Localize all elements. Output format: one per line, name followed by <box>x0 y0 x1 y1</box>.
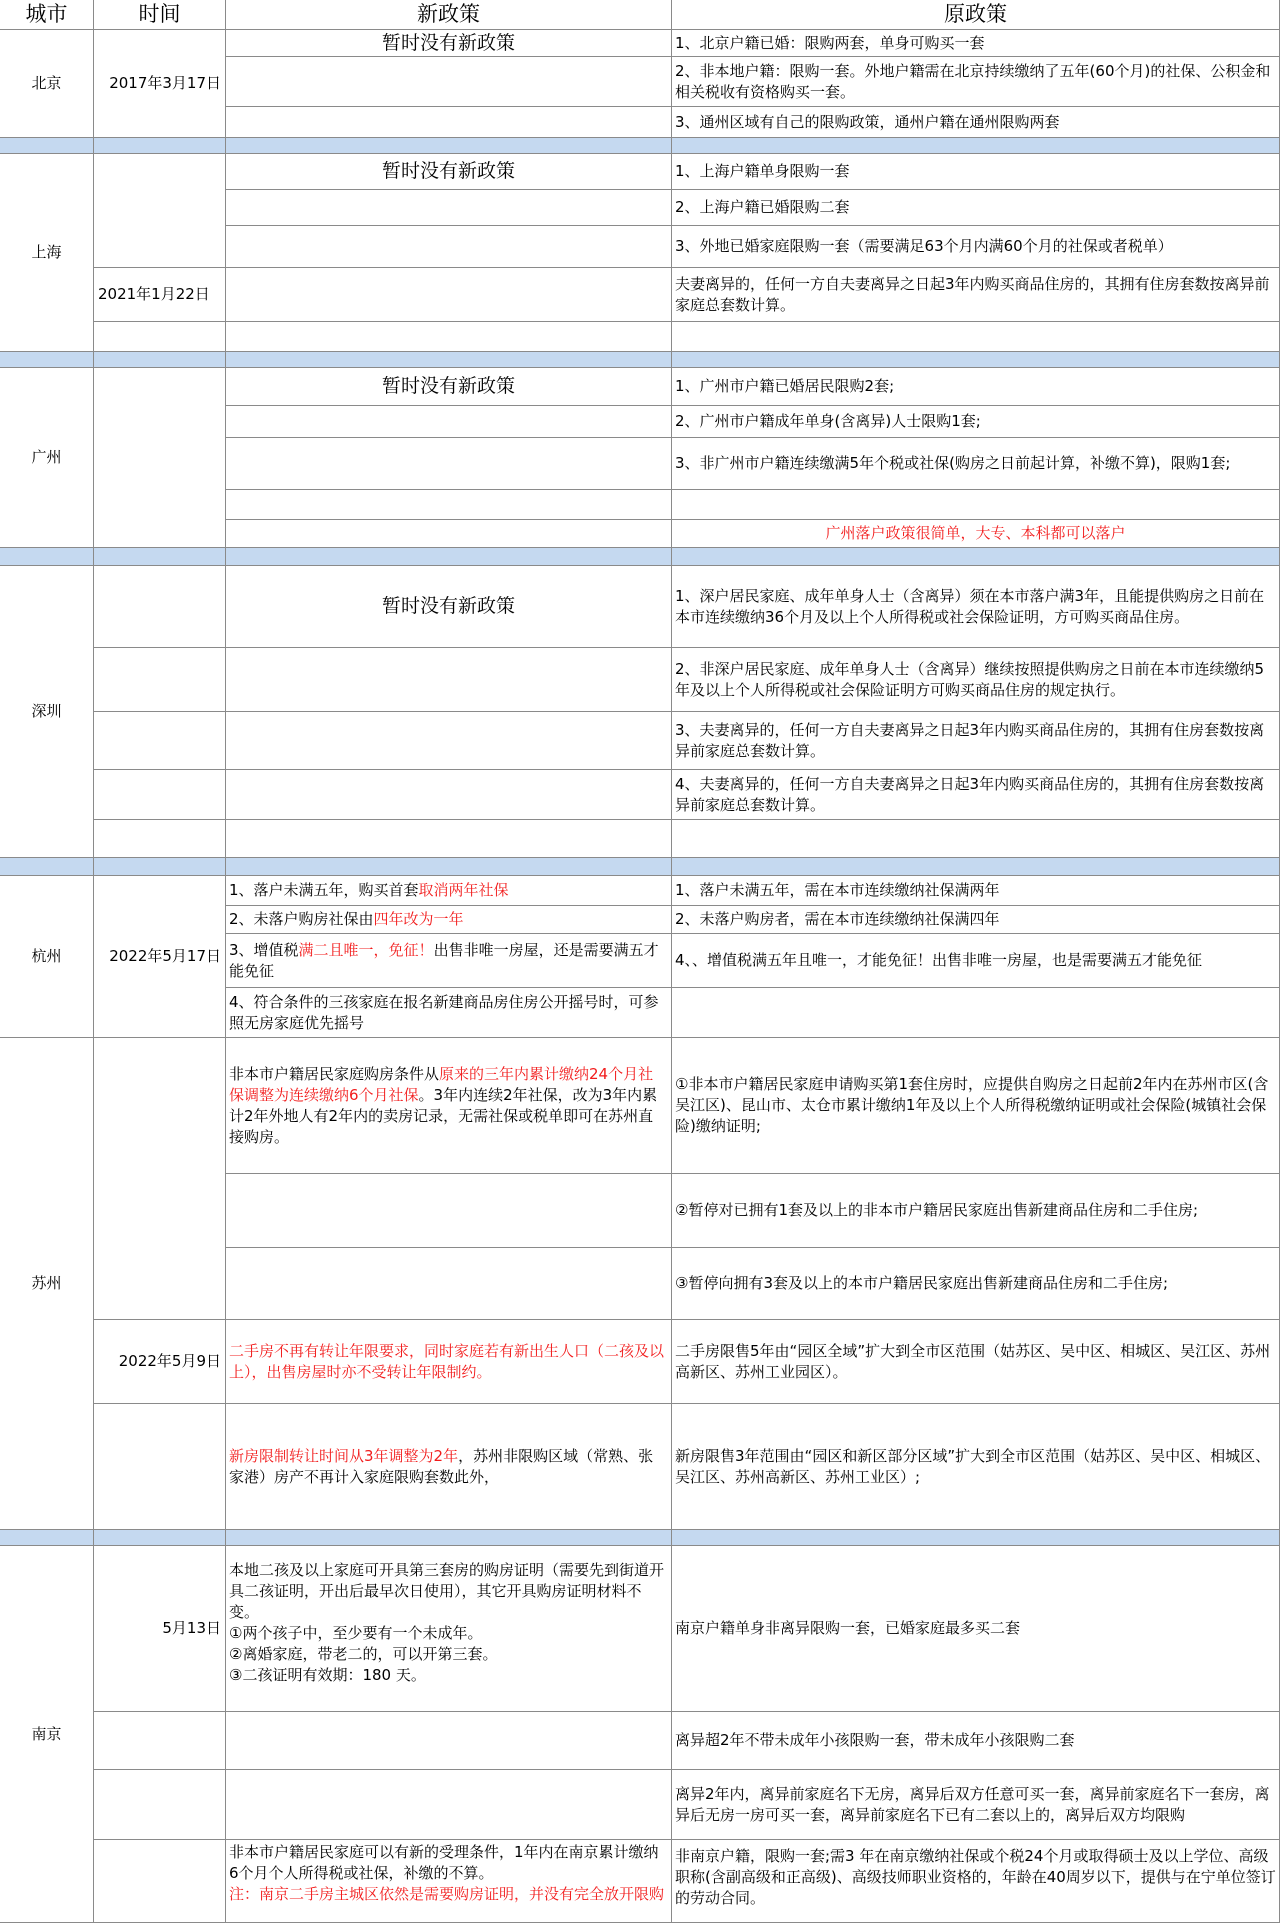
new-policy-suzhou-1[interactable] <box>226 1038 672 1174</box>
time-cell[interactable] <box>94 1038 226 1320</box>
time-cell[interactable] <box>94 648 226 712</box>
time-beijing[interactable]: 2017年3月17日 <box>94 30 226 138</box>
old-policy-shenzhen-3[interactable]: 3、夫妻离异的，任何一方自夫妻离异之日起3年内购买商品住房的，其拥有住房套数按离异前家庭总套数计算。 <box>672 712 1280 770</box>
text: 。3年内连续2年社保，改为3年内累计2年外地人有2年内的卖房记录，无需社保或税单即可在苏州直接购房。 <box>229 1085 658 1146</box>
old-policy-hangzhou-2[interactable]: 2、未落户购房者，需在本市连续缴纳社保满四年 <box>672 906 1280 934</box>
new-policy-cell[interactable] <box>226 322 672 352</box>
separator-row <box>226 548 672 566</box>
separator-row <box>94 1530 226 1546</box>
new-policy-guangzhou[interactable]: 暂时没有新政策 <box>226 368 672 406</box>
old-policy-guangzhou-2[interactable]: 2、广州市户籍成年单身(含离异)人士限购1套; <box>672 406 1280 438</box>
text: 出售非唯一房屋，还是需要满五才能免征 <box>229 940 659 980</box>
header-new-policy[interactable]: 新政策 <box>226 0 672 30</box>
separator-row <box>0 138 94 154</box>
separator-row <box>226 352 672 368</box>
old-policy-cell[interactable] <box>672 490 1280 520</box>
old-policy-beijing-3[interactable]: 3、通州区域有自己的限购政策，通州户籍在通州限购两套 <box>672 107 1280 138</box>
new-policy-hangzhou-3[interactable] <box>226 934 672 988</box>
new-policy-cell[interactable] <box>226 648 672 712</box>
time-cell[interactable] <box>94 770 226 820</box>
new-policy-cell[interactable] <box>226 107 672 138</box>
old-policy-shanghai-4[interactable]: 夫妻离异的，任何一方自夫妻离异之日起3年内购买商品住房的，其拥有住房套数按离异前家庭总套数计算。 <box>672 268 1280 322</box>
new-policy-suzhou-2[interactable]: 二手房不再有转让年限要求，同时家庭若有新出生人口（二孩及以上），出售房屋时亦不受转让年限制约。 <box>226 1320 672 1404</box>
old-policy-beijing-1[interactable]: 1、北京户籍已婚：限购两套，单身可购买一套 <box>672 30 1280 57</box>
time-cell[interactable] <box>94 712 226 770</box>
text: 1、落户未满五年，购买首套 <box>229 881 419 899</box>
separator-row <box>672 352 1280 368</box>
new-policy-suzhou-3[interactable] <box>226 1404 672 1530</box>
text: 3、增值税 <box>229 940 299 959</box>
city-suzhou[interactable]: 苏州 <box>0 1038 94 1530</box>
old-policy-guangzhou-1[interactable]: 1、广州市户籍已婚居民限购2套; <box>672 368 1280 406</box>
new-policy-cell[interactable] <box>226 820 672 858</box>
text-highlight: 原来的三年内累计缴纳24个月社保调整为连续缴纳6个月社保 <box>229 1064 654 1104</box>
time-cell[interactable] <box>94 566 226 648</box>
text: 非本市户籍居民家庭购房条件从 <box>229 1064 440 1083</box>
new-policy-cell[interactable] <box>226 268 672 322</box>
new-policy-shenzhen[interactable]: 暂时没有新政策 <box>226 566 672 648</box>
city-shenzhen[interactable]: 深圳 <box>0 566 94 858</box>
new-policy-nanjing-1[interactable] <box>226 1546 672 1712</box>
header-old-policy[interactable]: 原政策 <box>672 0 1280 30</box>
header-city[interactable]: 城市 <box>0 0 94 30</box>
old-policy-suzhou-4[interactable]: 二手房限售5年由“园区全域”扩大到全市区范围（姑苏区、吴中区、相城区、吴江区、苏州高新区、苏州工业园区）。 <box>672 1320 1280 1404</box>
text-highlight: 注：南京二手房主城区依然是需要购房证明，并没有完全放开限购 <box>229 1885 665 1903</box>
city-guangzhou[interactable]: 广州 <box>0 368 94 548</box>
new-policy-cell[interactable] <box>226 770 672 820</box>
new-policy-hangzhou-2[interactable] <box>226 906 672 934</box>
new-policy-cell[interactable] <box>226 1174 672 1248</box>
separator-row <box>226 858 672 876</box>
old-policy-shenzhen-4[interactable]: 4、夫妻离异的，任何一方自夫妻离异之日起3年内购买商品住房的，其拥有住房套数按离异前家庭总套数计算。 <box>672 770 1280 820</box>
new-policy-cell[interactable] <box>226 1770 672 1840</box>
old-policy-nanjing-4[interactable]: 非南京户籍，限购一套;需3 年在南京缴纳社保或个税24个月或取得硕士及以上学位、高级职称(含副高级和正高级)、高级技师职业资格的，年龄在40周岁以下，提供与在宁单位签订的劳动合同。 <box>672 1840 1280 1923</box>
separator-row <box>672 138 1280 154</box>
old-policy-nanjing-2[interactable]: 离异超2年不带未成年小孩限购一套，带未成年小孩限购二套 <box>672 1712 1280 1770</box>
separator-row <box>0 548 94 566</box>
new-policy-shanghai[interactable]: 暂时没有新政策 <box>226 154 672 190</box>
new-policy-cell[interactable] <box>226 57 672 107</box>
new-policy-nanjing-2[interactable] <box>226 1840 672 1923</box>
old-policy-cell[interactable] <box>672 988 1280 1038</box>
new-policy-cell[interactable] <box>226 1712 672 1770</box>
old-policy-nanjing-1[interactable]: 南京户籍单身非离异限购一套，已婚家庭最多买二套 <box>672 1546 1280 1712</box>
list-item: ③二孩证明有效期：180 天。 <box>229 1666 426 1684</box>
old-policy-suzhou-5[interactable]: 新房限售3年范围由“园区和新区部分区域”扩大到全市区范围（姑苏区、吴中区、相城区、吴江区、苏州高新区、苏州工业区）; <box>672 1404 1280 1530</box>
separator-row <box>94 548 226 566</box>
separator-row <box>0 352 94 368</box>
old-policy-nanjing-3[interactable]: 离异2年内，离异前家庭名下无房，离异后双方任意可买一套，离异前家庭名下一套房，离异后无房一房可买一套，离异前家庭名下已有二套以上的，离异后双方均限购 <box>672 1770 1280 1840</box>
old-policy-shanghai-3[interactable]: 3、外地已婚家庭限购一套（需要满足63个月内满60个月的社保或者税单） <box>672 226 1280 268</box>
time-suzhou[interactable]: 2022年5月9日 <box>94 1320 226 1404</box>
old-policy-beijing-2[interactable]: 2、非本地户籍：限购一套。外地户籍需在北京持续缴纳了五年(60个月)的社保、公积金和相关税收有资格购买一套。 <box>672 57 1280 107</box>
text: ，苏州非限购区域（常熟、张家港）房产不再计入家庭限购套数此外， <box>229 1446 654 1486</box>
time-cell[interactable] <box>94 1404 226 1530</box>
separator-row <box>226 1530 672 1546</box>
new-policy-cell[interactable] <box>226 190 672 226</box>
text: 本地二孩及以上家庭可开具第三套房的购房证明（需要先到街道开具二孩证明，开出后最早次日使用），其它开具购房证明材料不变。 <box>229 1561 665 1621</box>
old-policy-suzhou-3[interactable]: ③暂停向拥有3套及以上的本市户籍居民家庭出售新建商品住房和二手住房; <box>672 1248 1280 1320</box>
text-highlight: 满二且唯一，免征！ <box>298 940 434 959</box>
separator-row <box>672 548 1280 566</box>
text: 2、未落户购房社保由 <box>229 910 374 928</box>
new-policy-cell[interactable] <box>226 226 672 268</box>
new-policy-cell[interactable] <box>226 520 672 548</box>
time-cell[interactable] <box>94 368 226 548</box>
time-hangzhou[interactable]: 2022年5月17日 <box>94 876 226 1038</box>
time-cell[interactable] <box>94 1712 226 1770</box>
old-policy-shanghai-1[interactable]: 1、上海户籍单身限购一套 <box>672 154 1280 190</box>
city-hangzhou[interactable]: 杭州 <box>0 876 94 1038</box>
old-policy-hangzhou-1[interactable]: 1、落户未满五年，需在本市连续缴纳社保满两年 <box>672 876 1280 906</box>
new-policy-cell[interactable] <box>226 1248 672 1320</box>
old-policy-cell[interactable] <box>672 322 1280 352</box>
separator-row <box>672 1530 1280 1546</box>
old-policy-suzhou-1[interactable]: ①非本市户籍居民家庭申请购买第1套住房时，应提供自购房之日起前2年内在苏州市区(含吴江区)、昆山市、太仓市累计缴纳1年及以上个人所得税缴纳证明或社会保险(城镇社会保险)缴纳证明; <box>672 1038 1280 1174</box>
new-policy-hangzhou-4[interactable]: 4、符合条件的三孩家庭在报名新建商品房住房公开摇号时，可参照无房家庭优先摇号 <box>226 988 672 1038</box>
time-cell[interactable] <box>94 154 226 268</box>
time-cell[interactable] <box>94 322 226 352</box>
time-cell[interactable] <box>94 1770 226 1840</box>
time-nanjing[interactable]: 5月13日 <box>94 1546 226 1712</box>
header-time[interactable]: 时间 <box>94 0 226 30</box>
old-policy-guangzhou-3[interactable]: 3、非广州市户籍连续缴满5年个税或社保(购房之日前起计算，补缴不算)，限购1套; <box>672 438 1280 490</box>
old-policy-suzhou-2[interactable]: ②暂停对已拥有1套及以上的非本市户籍居民家庭出售新建商品住房和二手住房; <box>672 1174 1280 1248</box>
time-cell[interactable] <box>94 1840 226 1923</box>
new-policy-cell[interactable] <box>226 490 672 520</box>
city-nanjing[interactable]: 南京 <box>0 1546 94 1923</box>
new-policy-cell[interactable] <box>226 438 672 490</box>
old-policy-shenzhen-2[interactable]: 2、非深户居民家庭、成年单身人士（含离异）继续按照提供购房之日前在本市连续缴纳5年及以上个人所得税或社会保险证明方可购买商品住房的规定执行。 <box>672 648 1280 712</box>
city-beijing[interactable]: 北京 <box>0 30 94 138</box>
list-item: ②离婚家庭，带老二的，可以开第三套。 <box>229 1645 498 1663</box>
old-policy-hangzhou-3[interactable]: 4、、增值税满五年且唯一，才能免征！出售非唯一房屋，也是需要满五才能免征 <box>672 934 1280 988</box>
separator-row <box>94 138 226 154</box>
text-highlight: 取消两年社保 <box>418 881 509 899</box>
new-policy-hangzhou-1[interactable] <box>226 876 672 906</box>
time-shanghai[interactable]: 2021年1月22日 <box>94 268 226 322</box>
text: 非本市户籍居民家庭可以有新的受理条件，1年内在南京累计缴纳6个月个人所得税或社保，补缴的不算。 <box>229 1843 659 1882</box>
text-highlight: 新房限制转让时间从3年调整为2年 <box>229 1446 459 1465</box>
separator-row <box>672 858 1280 876</box>
guangzhou-note[interactable]: 广州落户政策很简单，大专、本科都可以落户 <box>672 520 1280 548</box>
separator-row <box>0 1530 94 1546</box>
old-policy-cell[interactable] <box>672 820 1280 858</box>
list-item: ①两个孩子中，至少要有一个未成年。 <box>229 1624 483 1642</box>
separator-row <box>94 858 226 876</box>
new-policy-cell[interactable] <box>226 712 672 770</box>
separator-row <box>94 352 226 368</box>
text-highlight: 四年改为一年 <box>373 910 464 928</box>
time-cell[interactable] <box>94 820 226 858</box>
city-shanghai[interactable]: 上海 <box>0 154 94 352</box>
separator-row <box>226 138 672 154</box>
separator-row <box>0 858 94 876</box>
old-policy-shenzhen-1[interactable]: 1、深户居民家庭、成年单身人士（含离异）须在本市落户满3年，且能提供购房之日前在本市连续缴纳36个月及以上个人所得税或社会保险证明，方可购买商品住房。 <box>672 566 1280 648</box>
new-policy-cell[interactable] <box>226 406 672 438</box>
new-policy-beijing[interactable]: 暂时没有新政策 <box>226 30 672 57</box>
old-policy-shanghai-2[interactable]: 2、上海户籍已婚限购二套 <box>672 190 1280 226</box>
